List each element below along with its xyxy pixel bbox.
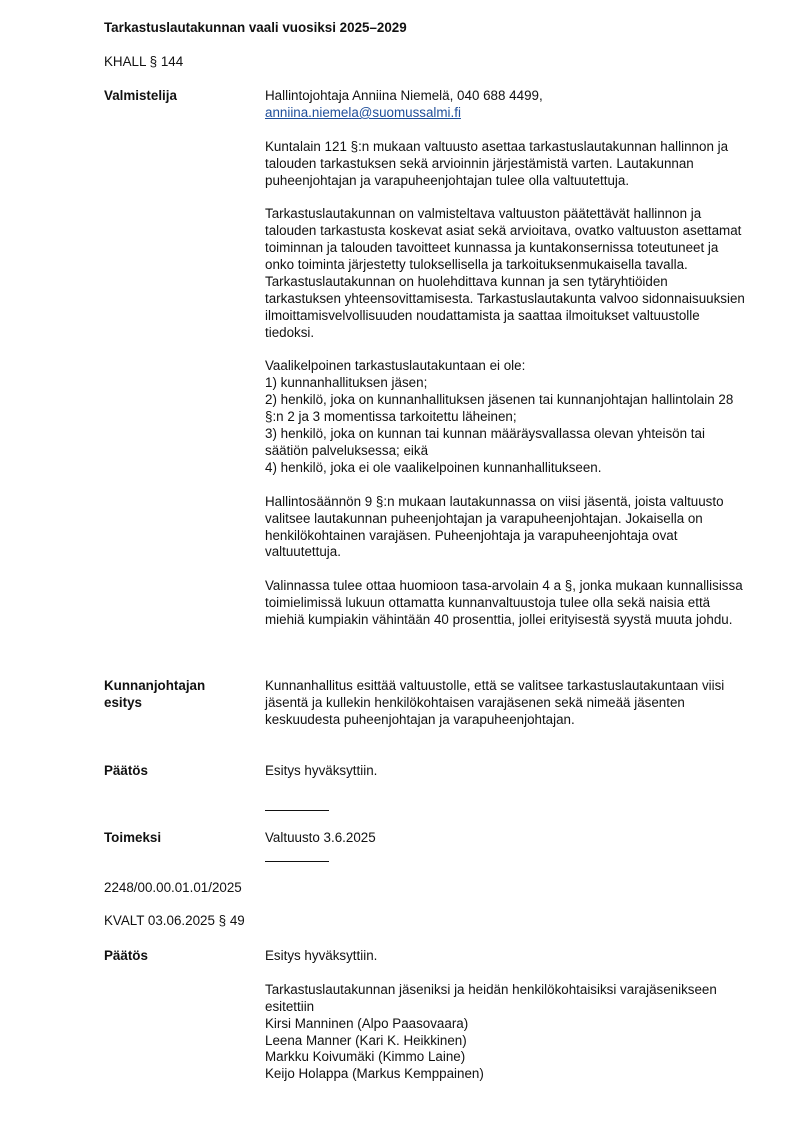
- divider-line: [265, 861, 329, 862]
- decision-label: Päätös: [104, 763, 148, 778]
- action-text: Valtuusto 3.6.2025: [265, 830, 376, 845]
- eligibility-item: 4) henkilö, joka ei ole vaalikelpoinen kunnanhallitukseen.: [265, 459, 602, 475]
- proposal-text: Kunnanhallitus esittää valtuustolle, että se valitsee tarkastuslautakuntaan viisi jäsentä ja kullekin henkilökohtaisen varajäsenen sekä nimeää jäsenten keskuudesta puheenjohtajan ja varapuheenjohtajan.: [265, 678, 725, 727]
- proposal-label-line: esitys: [104, 694, 142, 710]
- eligibility-intro: Vaalikelpoinen tarkastuslautakuntaan ei ole:: [265, 358, 526, 374]
- khall-reference: KHALL § 144: [104, 54, 184, 69]
- member-item: Leena Manner (Kari K. Heikkinen): [265, 1032, 467, 1048]
- preparer-label: Valmistelija: [104, 88, 177, 103]
- divider-line: [265, 810, 329, 811]
- member-item: Keijo Holappa (Markus Kemppainen): [265, 1066, 484, 1082]
- members-intro: Tarkastuslautakunnan jäseniksi ja heidän henkilökohtaisiksi varajäsenikseen esitettiin: [265, 981, 717, 1014]
- decision-label: Päätös: [104, 948, 148, 963]
- eligibility-item: 1) kunnanhallituksen jäsen;: [265, 375, 428, 391]
- eligibility-item: 3) henkilö, joka on kunnan tai kunnan määräysvallassa olevan yhteisön tai säätiön palveluksessa; eikä: [265, 426, 705, 458]
- action-label: Toimeksi: [104, 830, 162, 845]
- member-item: Kirsi Manninen (Alpo Paasovaara): [265, 1015, 469, 1031]
- preparer-paragraph: Hallintosäännön 9 §:n mukaan lautakunnassa on viisi jäsentä, joista valtuusto valitsee lautakunnan puheenjohtajan ja varapuheenjohtajan. Jokaisella on henkilökohtainen varajäsen. Puheenjohtaja ja varapuheenjohtaja ovat valtuutettuja.: [265, 493, 724, 560]
- record-number: 2248/00.00.01.01/2025: [104, 880, 242, 895]
- preparer-section: [265, 88, 745, 629]
- decision2-section: [265, 948, 745, 1083]
- preparer-contact: Hallintojohtaja Anniina Niemelä, 040 688 4499,: [265, 88, 543, 103]
- proposal-label-line: Kunnanjohtajan: [104, 678, 206, 693]
- preparer-paragraph: Valinnassa tulee ottaa huomioon tasa-arvolain 4 a §, jonka mukaan kunnallisissa toimielimissä lukuun ottamatta kunnanvaltuustoja tulee olla sekä naisia että miehiä kumpiakin vähintään 40 prosenttia, jollei erityisestä syystä muuta johdu.: [265, 578, 743, 628]
- preparer-email-link[interactable]: anniina.niemela@suomussalmi.fi: [265, 104, 461, 120]
- decision-text: Esitys hyväksyttiin.: [265, 948, 378, 963]
- proposal-label: [104, 678, 205, 712]
- decision-text: Esitys hyväksyttiin.: [265, 763, 378, 778]
- eligibility-item: 2) henkilö, joka on kunnanhallituksen jäsenen tai kunnanjohtajan hallintolain 28 §:n 2 ja 3 momentissa tarkoitettu läheinen;: [265, 392, 734, 425]
- preparer-paragraph: Kuntalain 121 §:n mukaan valtuusto asettaa tarkastuslautakunnan hallinnon ja talouden tarkastuksen sekä arvioinnin järjestämistä varten. Lautakunnan puheenjohtajan ja varapuheenjohtajan tulee olla valtuutettuja.: [265, 138, 729, 188]
- kvalt-reference: KVALT 03.06.2025 § 49: [104, 913, 245, 928]
- preparer-paragraph: Tarkastuslautakunnan on valmisteltava valtuuston päätettävät hallinnon ja talouden tarkastusta koskevat asiat sekä arvioitava, ovatko valtuuston asettamat toiminnan ja talouden tavoitteet kunnassa ja kuntakonsernissa toteutuneet ja onko toiminta järjestetty tuloksellisella ja tarkoituksenmukaisella tavalla. Tarkastuslautakunnan on huolehdittava kunnan ja sen tytäryhtiöiden tarkastuksen yhteensovittamisesta. Tarkastuslautakunta valvoo sidonnaisuuksien ilmoittamisvelvollisuuden noudattamista ja saattaa ilmoitukset valtuustolle tiedoksi.: [265, 206, 745, 340]
- member-item: Markku Koivumäki (Kimmo Laine): [265, 1049, 466, 1065]
- document-title: Tarkastuslautakunnan vaali vuosiksi 2025–2029: [104, 20, 407, 35]
